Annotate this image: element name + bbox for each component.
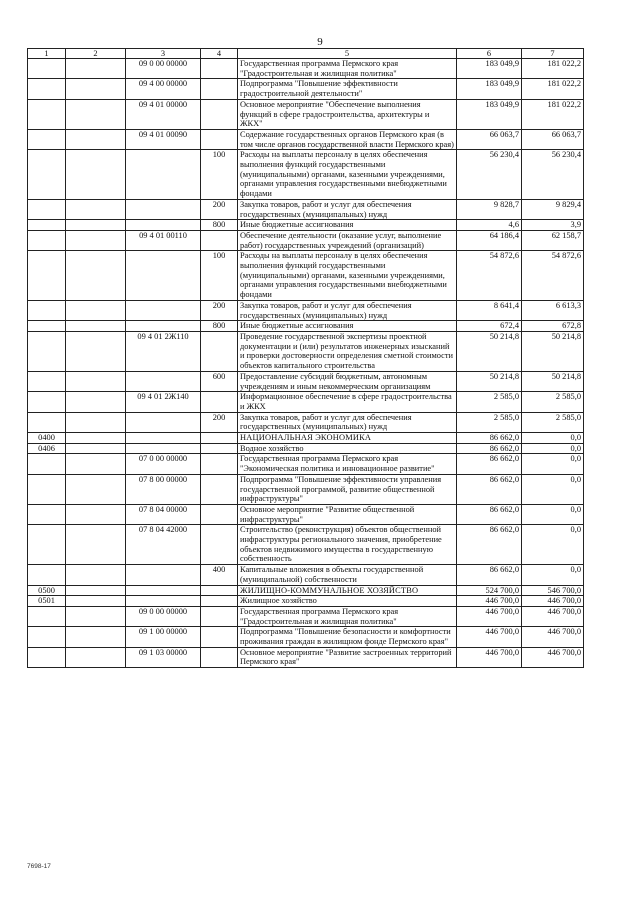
table-row [28,565,584,585]
expense-type-cell [201,331,238,371]
expense-type-cell [201,647,238,667]
section-code-cell [28,627,66,647]
subsection-code-cell [66,129,126,149]
expense-type-cell [201,99,238,129]
item-name-cell: Подпрограмма "Повышение эффективности градостроительной деятельности" [238,79,457,99]
table-row [28,199,584,219]
expense-type-cell [201,504,238,524]
column-header: 4 [201,49,238,59]
amount-year1-cell: 8 641,4 [457,300,522,320]
target-article-cell: 09 4 00 00000 [126,79,201,99]
table-row [28,59,584,79]
amount-year2-cell: 181 022,2 [522,79,584,99]
subsection-code-cell [66,606,126,626]
section-code-cell [28,606,66,626]
target-article-cell [126,371,201,391]
section-code-cell [28,371,66,391]
amount-year2-cell: 0,0 [522,443,584,454]
header-row [28,49,584,59]
subsection-code-cell [66,647,126,667]
section-code-cell [28,129,66,149]
amount-year2-cell: 446 700,0 [522,596,584,607]
expense-type-cell: 600 [201,371,238,391]
section-code-cell [28,392,66,412]
subsection-code-cell [66,454,126,474]
item-name-cell: Закупка товаров, работ и услуг для обеспечения государственных (муниципальных) нужд [238,199,457,219]
section-code-cell [28,300,66,320]
expense-type-cell [201,474,238,504]
amount-year1-cell: 446 700,0 [457,647,522,667]
target-article-cell [126,412,201,432]
expense-type-cell [201,59,238,79]
item-name-cell: ЖИЛИЩНО-КОММУНАЛЬНОЕ ХОЗЯЙСТВО [238,585,457,596]
item-name-cell: НАЦИОНАЛЬНАЯ ЭКОНОМИКА [238,433,457,444]
expense-type-cell: 800 [201,220,238,231]
amount-year2-cell: 0,0 [522,474,584,504]
amount-year2-cell: 0,0 [522,504,584,524]
table-row [28,525,584,565]
item-name-cell: Основное мероприятие "Развитие застроенных территорий Пермского края" [238,647,457,667]
expense-type-cell [201,129,238,149]
target-article-cell [126,150,201,200]
item-name-cell: Закупка товаров, работ и услуг для обеспечения государственных (муниципальных) нужд [238,300,457,320]
target-article-cell [126,596,201,607]
amount-year1-cell: 183 049,9 [457,99,522,129]
target-article-cell [126,220,201,231]
target-article-cell: 09 4 01 2Ж140 [126,392,201,412]
table-row [28,230,584,250]
expense-type-cell: 200 [201,412,238,432]
target-article-cell: 09 1 00 00000 [126,627,201,647]
item-name-cell: Государственная программа Пермского края "Экономическая политика и инновационное развитие" [238,454,457,474]
subsection-code-cell [66,443,126,454]
target-article-cell [126,565,201,585]
section-code-cell [28,321,66,332]
expense-type-cell [201,433,238,444]
amount-year2-cell: 446 700,0 [522,606,584,626]
amount-year2-cell: 672,8 [522,321,584,332]
amount-year2-cell: 181 022,2 [522,59,584,79]
subsection-code-cell [66,99,126,129]
table-row [28,443,584,454]
column-header: 2 [66,49,126,59]
table-row [28,129,584,149]
expense-type-cell: 200 [201,199,238,219]
section-code-cell: 0406 [28,443,66,454]
amount-year1-cell: 86 662,0 [457,443,522,454]
expense-type-cell [201,596,238,607]
page-number: 9 [317,36,323,48]
section-code-cell [28,79,66,99]
subsection-code-cell [66,220,126,231]
target-article-cell: 07 8 00 00000 [126,474,201,504]
amount-year2-cell: 446 700,0 [522,647,584,667]
table-row [28,331,584,371]
target-article-cell [126,300,201,320]
amount-year1-cell: 2 585,0 [457,412,522,432]
table-row [28,585,584,596]
amount-year1-cell: 54 872,6 [457,251,522,301]
target-article-cell: 09 4 01 00090 [126,129,201,149]
expense-type-cell [201,443,238,454]
amount-year2-cell: 0,0 [522,433,584,444]
item-name-cell: Расходы на выплаты персоналу в целях обеспечения выполнения функций государственными (муниципальными) органами, казенными учреждениями, органами управления государственными внебюджетными фондами [238,150,457,200]
target-article-cell [126,433,201,444]
section-code-cell [28,150,66,200]
expense-type-cell [201,585,238,596]
amount-year1-cell: 446 700,0 [457,596,522,607]
table-row [28,150,584,200]
item-name-cell: Капитальные вложения в объекты государственной (муниципальной) собственности [238,565,457,585]
item-name-cell: Строительство (реконструкция) объектов общественной инфраструктуры регионального значения, приобретение объектов недвижимого имущества в государственную собственность [238,525,457,565]
amount-year1-cell: 86 662,0 [457,525,522,565]
column-header: 3 [126,49,201,59]
amount-year2-cell: 56 230,4 [522,150,584,200]
subsection-code-cell [66,199,126,219]
budget-table [27,48,584,668]
section-code-cell [28,647,66,667]
subsection-code-cell [66,392,126,412]
item-name-cell: Предоставление субсидий бюджетным, автономным учреждениям и иным некоммерческим организациям [238,371,457,391]
column-header: 7 [522,49,584,59]
target-article-cell: 09 4 01 2Ж110 [126,331,201,371]
section-code-cell [28,454,66,474]
expense-type-cell: 400 [201,565,238,585]
amount-year1-cell: 86 662,0 [457,474,522,504]
subsection-code-cell [66,230,126,250]
amount-year2-cell: 6 613,3 [522,300,584,320]
item-name-cell: Информационное обеспечение в сфере градостроительства и ЖКХ [238,392,457,412]
expense-type-cell [201,392,238,412]
table-row [28,371,584,391]
target-article-cell: 09 4 01 00110 [126,230,201,250]
amount-year2-cell: 546 700,0 [522,585,584,596]
table-row [28,647,584,667]
amount-year2-cell: 54 872,6 [522,251,584,301]
amount-year1-cell: 86 662,0 [457,433,522,444]
target-article-cell [126,321,201,332]
amount-year1-cell: 66 063,7 [457,129,522,149]
subsection-code-cell [66,59,126,79]
item-name-cell: Основное мероприятие "Развитие общественной инфраструктуры" [238,504,457,524]
amount-year1-cell: 4,6 [457,220,522,231]
expense-type-cell: 100 [201,251,238,301]
expense-type-cell: 800 [201,321,238,332]
section-code-cell: 0500 [28,585,66,596]
amount-year1-cell: 86 662,0 [457,565,522,585]
table-row [28,627,584,647]
column-header: 6 [457,49,522,59]
table-row [28,392,584,412]
expense-type-cell [201,230,238,250]
section-code-cell [28,331,66,371]
column-header: 5 [238,49,457,59]
target-article-cell: 07 0 00 00000 [126,454,201,474]
section-code-cell [28,251,66,301]
amount-year1-cell: 86 662,0 [457,454,522,474]
amount-year2-cell: 181 022,2 [522,99,584,129]
subsection-code-cell [66,433,126,444]
table-row [28,596,584,607]
amount-year1-cell: 50 214,8 [457,371,522,391]
table-row [28,412,584,432]
amount-year2-cell: 3,9 [522,220,584,231]
subsection-code-cell [66,627,126,647]
amount-year2-cell: 9 829,4 [522,199,584,219]
amount-year1-cell: 672,4 [457,321,522,332]
subsection-code-cell [66,504,126,524]
expense-type-cell: 200 [201,300,238,320]
amount-year2-cell: 2 585,0 [522,412,584,432]
expense-type-cell [201,79,238,99]
table-row [28,433,584,444]
amount-year2-cell: 0,0 [522,454,584,474]
table-row [28,474,584,504]
expense-type-cell [201,525,238,565]
expense-type-cell: 100 [201,150,238,200]
section-code-cell [28,565,66,585]
subsection-code-cell [66,474,126,504]
target-article-cell: 09 4 01 00000 [126,99,201,129]
amount-year2-cell: 50 214,8 [522,371,584,391]
table-row [28,300,584,320]
subsection-code-cell [66,585,126,596]
expense-type-cell [201,627,238,647]
document-footer-code: 7698-17 [27,863,51,870]
target-article-cell: 09 0 00 00000 [126,59,201,79]
target-article-cell [126,251,201,301]
item-name-cell: Подпрограмма "Повышение безопасности и комфортности проживания граждан в жилищном фонде Пермского края" [238,627,457,647]
table-row [28,79,584,99]
amount-year1-cell: 446 700,0 [457,627,522,647]
table-row [28,251,584,301]
section-code-cell [28,525,66,565]
amount-year1-cell: 446 700,0 [457,606,522,626]
subsection-code-cell [66,525,126,565]
amount-year1-cell: 2 585,0 [457,392,522,412]
subsection-code-cell [66,251,126,301]
section-code-cell [28,199,66,219]
item-name-cell: Основное мероприятие "Обеспечение выполнения функций в сфере градостроительства, архитектуры и ЖКХ" [238,99,457,129]
subsection-code-cell [66,79,126,99]
expense-type-cell [201,454,238,474]
table-row [28,99,584,129]
table-row [28,454,584,474]
amount-year1-cell: 524 700,0 [457,585,522,596]
subsection-code-cell [66,150,126,200]
subsection-code-cell [66,331,126,371]
item-name-cell: Содержание государственных органов Пермского края (в том числе органов государственной власти Пермского края) [238,129,457,149]
target-article-cell: 09 1 03 00000 [126,647,201,667]
amount-year1-cell: 56 230,4 [457,150,522,200]
table-row [28,504,584,524]
section-code-cell [28,504,66,524]
item-name-cell: Расходы на выплаты персоналу в целях обеспечения выполнения функций государственными (муниципальными) органами, казенными учреждениями, органами управления государственными внебюджетными фондами [238,251,457,301]
target-article-cell: 09 0 00 00000 [126,606,201,626]
item-name-cell: Государственная программа Пермского края "Градостроительная и жилищная политика" [238,59,457,79]
amount-year2-cell: 0,0 [522,565,584,585]
target-article-cell [126,443,201,454]
amount-year1-cell: 50 214,8 [457,331,522,371]
section-code-cell: 0400 [28,433,66,444]
amount-year2-cell: 50 214,8 [522,331,584,371]
expense-type-cell [201,606,238,626]
amount-year1-cell: 183 049,9 [457,79,522,99]
amount-year2-cell: 2 585,0 [522,392,584,412]
subsection-code-cell [66,565,126,585]
amount-year1-cell: 64 186,4 [457,230,522,250]
item-name-cell: Подпрограмма "Повышение эффективности управления государственной программой, развитие общественной инфраструктуры" [238,474,457,504]
section-code-cell [28,99,66,129]
target-article-cell [126,585,201,596]
target-article-cell [126,199,201,219]
section-code-cell: 0501 [28,596,66,607]
amount-year2-cell: 62 158,7 [522,230,584,250]
item-name-cell: Обеспечение деятельности (оказание услуг, выполнение работ) государственных учреждений (организаций) [238,230,457,250]
subsection-code-cell [66,596,126,607]
table-row [28,321,584,332]
amount-year2-cell: 0,0 [522,525,584,565]
subsection-code-cell [66,300,126,320]
item-name-cell: Проведение государственной экспертизы проектной документации и (или) результатов инженерных изысканий и проверки достоверности определения сметной стоимости объектов капитального строительства [238,331,457,371]
amount-year2-cell: 66 063,7 [522,129,584,149]
column-header: 1 [28,49,66,59]
subsection-code-cell [66,412,126,432]
target-article-cell: 07 8 04 00000 [126,504,201,524]
section-code-cell [28,59,66,79]
amount-year1-cell: 183 049,9 [457,59,522,79]
table-row [28,606,584,626]
table-row [28,220,584,231]
item-name-cell: Иные бюджетные ассигнования [238,220,457,231]
item-name-cell: Жилищное хозяйство [238,596,457,607]
subsection-code-cell [66,371,126,391]
section-code-cell [28,474,66,504]
section-code-cell [28,230,66,250]
section-code-cell [28,412,66,432]
item-name-cell: Водное хозяйство [238,443,457,454]
section-code-cell [28,220,66,231]
amount-year2-cell: 446 700,0 [522,627,584,647]
item-name-cell: Государственная программа Пермского края "Градостроительная и жилищная политика" [238,606,457,626]
subsection-code-cell [66,321,126,332]
amount-year1-cell: 9 828,7 [457,199,522,219]
item-name-cell: Закупка товаров, работ и услуг для обеспечения государственных (муниципальных) нужд [238,412,457,432]
target-article-cell: 07 8 04 42000 [126,525,201,565]
amount-year1-cell: 86 662,0 [457,504,522,524]
item-name-cell: Иные бюджетные ассигнования [238,321,457,332]
